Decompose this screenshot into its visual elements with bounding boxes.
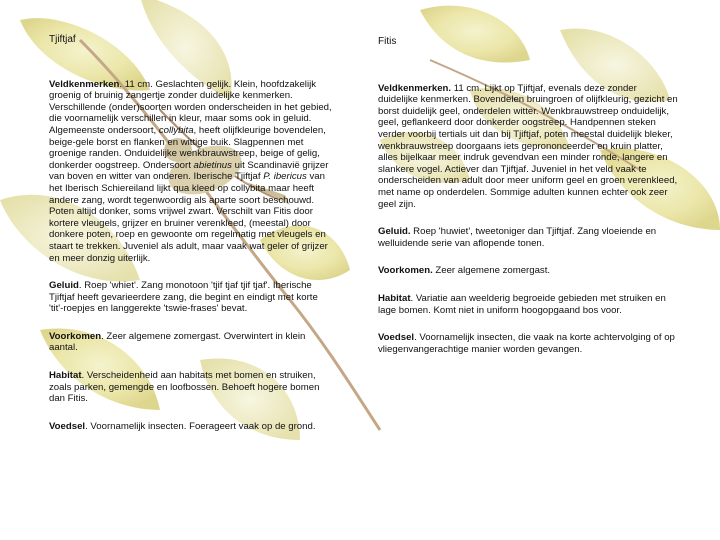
habitat-text: . Verscheidenheid aan habitats met bomen en struiken, zoals parken, gemengde en loofbossen. Behoeft hogere bomen dan Fitis.: [49, 370, 320, 405]
fitis-column: [378, 30, 678, 371]
field-marks-text-4: van het Iberisch Schiereiland lijkt qua kleed op collybita maar heeft andere zang, wordt tegenwoordig als aparte soort beschouwd. Poten altijd donker, soms vrijwel zwart. Verschilt van Fitis door kortere vleugels, grijzer en bruiner verenkleed, (meestal) door donkere poten, roep en gewoonte om regelmatig met vleugels en staart te trekken. Juveniel als adult, maar vaak wat geler of grijzer en meer donzig uiterlijk.: [49, 171, 328, 264]
field-marks-text: 11 cm. Lijkt op Tjiftjaf, evenals deze zonder duidelijke kenmerken. Bovendelen bruingroen of olijfkleurig, gezicht en borst duidelijk geel, onderdelen witter. Wenkbrauwstreep onduidelijk, geel, geflankeerd door donkerder oogstreep. Handpennen steken verder voorbij tertials uit dan bij Tjiftjaf, poten meestal duidelijk bleker, wenkbrauwstreep doorgaans iets geprononceerder en kruin platter, alles bijelkaar meer indruk gevendvan een minder ronde, langere en slankere vogel. Actiever dan Tjiftjaf. Juveniel in het veld vaak te onderscheiden van adult door meer uniform geel en groen verenkleed, met name op onderdelen. Sommige adulten kunnen echter ook zeer geel zijn.: [378, 82, 678, 210]
voice-label: Geluid: [49, 280, 79, 292]
field-marks-text-3: uit Scandinavië grijzer van boven en witter van onderen. Iberische Tjiftjaf: [49, 159, 329, 183]
food-text: . Voornamelijk insecten, die vaak na korte achtervolging of op vliegenvangerachtige manier worden gevangen.: [378, 332, 675, 355]
field-marks-italic-2: abietinus: [193, 159, 232, 171]
voice-paragraph: [49, 280, 332, 315]
tjiftjaf-column: [49, 30, 332, 448]
voice-label: Geluid.: [378, 226, 411, 238]
habitat-label: Habitat: [378, 292, 411, 304]
species-title-tjiftjaf: Tjiftjaf: [49, 34, 76, 45]
status-paragraph: [49, 331, 332, 354]
field-marks-italic-1: collybita: [158, 124, 194, 136]
food-text: . Voornamelijk insecten. Foerageert vaak op de grond.: [85, 420, 316, 432]
field-marks-label: Veldkenmerken: [49, 78, 120, 90]
field-marks-italic-3: P. ibericus: [263, 171, 307, 183]
habitat-paragraph: [378, 293, 678, 316]
field-marks-paragraph: [378, 83, 678, 211]
food-label: Voedsel: [49, 420, 86, 432]
food-paragraph: [378, 332, 678, 355]
status-paragraph: [378, 265, 678, 277]
food-label: Voedsel: [378, 332, 415, 344]
status-label: Voorkomen: [49, 330, 102, 342]
habitat-text: . Variatie aan weelderig begroeide gebieden met struiken en lage bomen. Komt niet in uniform hoogopgaand bos voor.: [378, 292, 666, 316]
species-title-fitis: Fitis: [378, 36, 397, 47]
status-text: Zeer algemene zomergast.: [432, 265, 551, 277]
field-marks-text-2: , heeft olijfkleurige bovendelen, beige-gele borst en flanken en wittige buik. Slagpennen met groenige randen. Onduidelijke wenkbrauwstreep, beige of gelig, donkerder oogstreep. Ondersoort: [49, 124, 326, 171]
status-label: Voorkomen.: [378, 265, 433, 277]
field-marks-text-1: . 11 cm. Geslachten gelijk. Klein, hoofdzakelijk groenig of bruinig zangertje zonder duidelijke kenmerken. Verschillende (onder)soorten worden onderscheiden in het gebied, die voornamelijk verschillen in kleur, maar soms ook in geluid. Algemeenste ondersoort,: [49, 78, 332, 136]
field-marks-label: Veldkenmerken.: [378, 82, 452, 94]
voice-paragraph: [378, 226, 678, 249]
habitat-label: Habitat: [49, 370, 82, 382]
status-text: . Zeer algemene zomergast. Overwintert in klein aantal.: [49, 330, 306, 354]
voice-text: . Roep 'whiet'. Zang monotoon 'tjif tjaf tjif tjaf'. Iberische Tjiftjaf heeft gevarieerdere zang, die begint en eindigt met korte 'tit'-roepjes en langgerekte 'tswie-frases' bevat.: [49, 280, 318, 315]
habitat-paragraph: [49, 370, 332, 405]
field-marks-paragraph: [49, 79, 332, 265]
food-paragraph: [49, 421, 332, 433]
voice-text: Roep 'huwiet', tweetoniger dan Tjiftjaf. Zang vloeiende en welluidende serie van aflopende tonen.: [378, 226, 657, 249]
